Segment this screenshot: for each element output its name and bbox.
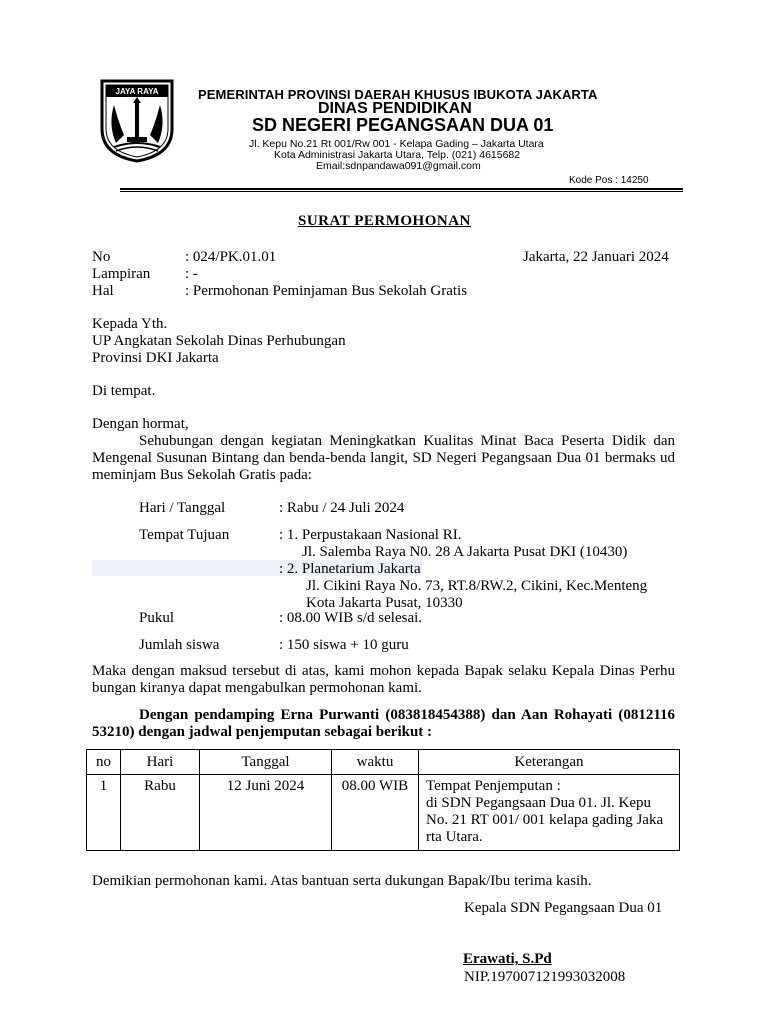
letterhead-agency: DINAS PENDIDIKAN	[318, 100, 472, 117]
meta-label-lampiran: Lampiran	[92, 266, 151, 282]
detail-value-day: : Rabu / 24 Juli 2024	[279, 500, 405, 516]
detail-value-time: : 08.00 WIB s/d selesai.	[279, 610, 423, 626]
cell-hari: Rabu	[121, 775, 200, 851]
letterhead-rule-thin	[120, 191, 683, 192]
detail-value-count: : 150 siswa + 10 guru	[279, 637, 409, 653]
request-paragraph: Maka dengan maksud tersebut di atas, kami mohon kepada Bapak selaku Kepala Dinas Perhu bungan kiranya dapat mengabulkan permohonan kami.	[92, 663, 675, 696]
place-line: Di tempat.	[92, 383, 156, 399]
letterhead-rule	[120, 188, 683, 190]
letterhead-address-line2: Kota Administrasi Jakarta Utara, Telp. (021) 4615682	[274, 149, 521, 161]
recipient-line1: Kepada Yth.	[92, 316, 168, 332]
meta-value-hal: : Permohonan Peminjaman Bus Sekolah Gratis	[185, 283, 468, 299]
col-header-waktu: waktu	[332, 750, 419, 775]
cell-waktu: 08.00 WIB	[332, 775, 419, 851]
detail-destination-1-address: Jl. Salemba Raya N0. 28 A Jakarta Pusat DKI (10430)	[302, 544, 628, 560]
crest-motto: JAYA RAYA	[115, 87, 159, 96]
cell-no: 1	[87, 775, 121, 851]
col-header-keterangan: Keterangan	[419, 750, 680, 775]
meta-value-no: : 024/PK.01.01	[185, 249, 277, 265]
table-row	[87, 775, 680, 851]
signature-nip: NIP.197007121993032008	[464, 969, 626, 985]
recipient-line3: Provinsi DKI Jakarta	[92, 350, 219, 366]
letterhead-postal-code: Kode Pos : 14250	[569, 175, 649, 186]
letterhead-email: Email:sdnpandawa091@gmail.com	[316, 160, 481, 172]
detail-label-day: Hari / Tanggal	[139, 500, 226, 516]
companion-paragraph: Dengan pendamping Erna Purwanti (083818454388) dan Aan Rohayati (0812116 53210) dengan jadwal penjemputan sebagai berikut :	[92, 707, 675, 740]
detail-destination-2-address1: Jl. Cikini Raya No. 73, RT.8/RW.2, Cikini, Kec.Menteng	[306, 578, 648, 594]
letterhead-address-line1: Jl. Kepu No.21 Rt 001/Rw 001 - Kelapa Gading – Jakarta Utara	[249, 138, 544, 150]
col-header-no: no	[87, 750, 121, 775]
cell-keterangan-detail: di SDN Pegangsaan Dua 01. Jl. Kepu No. 21 RT 001/ 001 kelapa gading Jaka rta Utara.	[426, 795, 664, 845]
opening-paragraph: Sehubungan dengan kegiatan Meningkatkan Kualitas Minat Baca Peserta Didik dan Mengenal Susunan Bintang dan benda-benda langit, SD Negeri Pegangsaan Dua 01 bermaks ud meminjam Bus Sekolah Gratis pada:	[92, 433, 675, 483]
closing-line: Demikian permohonan kami. Atas bantuan serta dukungan Bapak/Ibu terima kasih.	[92, 873, 592, 889]
signature-name: Erawati, S.Pd	[463, 951, 552, 967]
signature-position: Kepala SDN Pegangsaan Dua 01	[464, 900, 663, 916]
meta-value-lampiran: : -	[185, 266, 198, 282]
table-header-row	[87, 750, 680, 775]
schedule-table	[86, 749, 680, 851]
meta-label-hal: Hal	[92, 283, 114, 299]
cell-keterangan-heading: Tempat Penjemputan :	[426, 778, 561, 794]
detail-destination-2-address2: Kota Jakarta Pusat, 10330	[306, 595, 463, 611]
detail-label-time: Pukul	[139, 610, 175, 626]
greeting: Dengan hormat,	[92, 416, 189, 432]
cell-keterangan	[419, 775, 680, 851]
jakarta-crest-logo	[94, 77, 180, 163]
detail-label-destination: Tempat Tujuan	[139, 527, 230, 543]
letter-date: Jakarta, 22 Januari 2024	[523, 249, 669, 265]
col-header-tanggal: Tanggal	[200, 750, 332, 775]
detail-label-count: Jumlah siswa	[139, 637, 220, 653]
letterhead-school: SD NEGERI PEGANGSAAN DUA 01	[252, 115, 554, 135]
col-header-hari: Hari	[121, 750, 200, 775]
letterhead-government: PEMERINTAH PROVINSI DAERAH KHUSUS IBUKOTA JAKARTA	[198, 87, 598, 102]
cell-tanggal: 12 Juni 2024	[200, 775, 332, 851]
detail-destination-2: : 2. Planetarium Jakarta	[279, 561, 421, 577]
meta-label-no: No	[92, 249, 111, 265]
recipient-line2: UP Angkatan Sekolah Dinas Perhubungan	[92, 333, 346, 349]
detail-destination-1: : 1. Perpustakaan Nasional RI.	[279, 527, 462, 543]
letter-title: SURAT PERMOHONAN	[298, 213, 471, 229]
